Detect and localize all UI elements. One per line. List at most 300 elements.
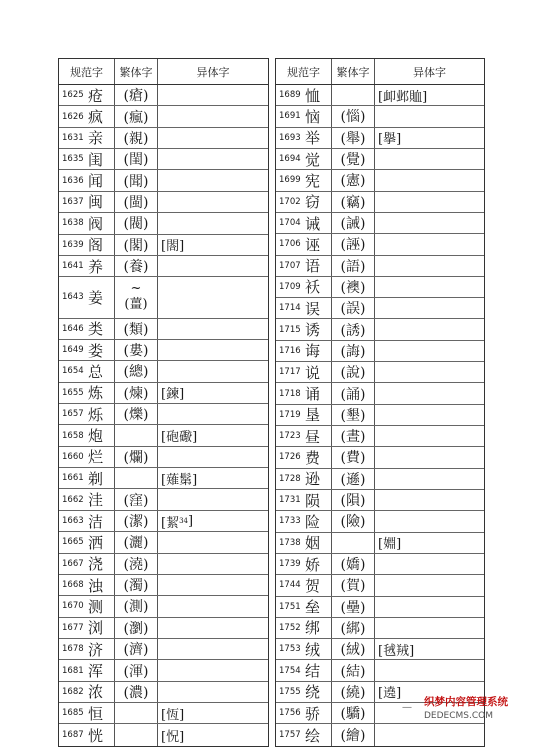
traditional-cell — [115, 618, 157, 638]
variant-cell — [157, 554, 268, 574]
variant-cell — [157, 361, 268, 381]
traditional-cell — [115, 149, 157, 169]
variant-cell — [374, 426, 484, 446]
variant-cell — [157, 639, 268, 659]
header-standard: 规范字 — [276, 59, 332, 84]
traditional-cell — [332, 447, 374, 467]
variant-characters: [薙鬀] — [161, 472, 198, 488]
table-row — [276, 298, 484, 319]
traditional-cell — [332, 213, 374, 233]
standard-character: 浓 — [88, 683, 104, 702]
standard-character: 语 — [305, 257, 321, 276]
standard-character: 烁 — [88, 405, 104, 424]
standard-cell — [276, 277, 332, 297]
standard-character: 济 — [88, 640, 104, 659]
standard-cell — [276, 128, 332, 148]
traditional-character: (惱) — [340, 109, 366, 126]
table-row — [276, 170, 484, 191]
traditional-cell — [332, 149, 374, 169]
table-row — [59, 383, 268, 404]
table-row — [59, 404, 268, 425]
entry-number: 1643 — [62, 292, 84, 303]
variant-cell — [374, 490, 484, 510]
traditional-cell — [115, 213, 157, 233]
table-row — [59, 106, 268, 127]
variant-cell — [374, 362, 484, 382]
variant-cell — [374, 575, 484, 595]
standard-cell — [276, 511, 332, 531]
table-row — [59, 361, 268, 382]
standard-cell — [59, 468, 115, 488]
table-row — [59, 425, 268, 446]
standard-cell — [59, 618, 115, 638]
entry-number: 1704 — [279, 218, 301, 229]
standard-cell — [59, 532, 115, 552]
entry-number: 1663 — [62, 516, 84, 526]
traditional-cell — [115, 256, 157, 276]
traditional-cell — [115, 235, 157, 255]
standard-cell — [276, 490, 332, 510]
traditional-character: (遜) — [340, 471, 366, 488]
standard-character: 袄 — [305, 278, 321, 297]
entry-number: 1715 — [279, 324, 301, 335]
table-row — [276, 106, 484, 127]
traditional-cell — [332, 128, 374, 148]
variant-cell — [374, 149, 484, 169]
table-row — [59, 468, 268, 489]
traditional-cell — [332, 319, 374, 339]
variant-cell — [374, 213, 484, 233]
entry-number: 1665 — [62, 537, 84, 548]
standard-character: 觉 — [305, 150, 321, 169]
standard-cell — [276, 383, 332, 403]
traditional-cell — [332, 724, 374, 745]
traditional-character: (誦) — [340, 386, 366, 403]
table-row — [59, 319, 268, 340]
standard-character: 闻 — [88, 172, 104, 191]
variant-cell — [374, 85, 484, 105]
entry-number: 1625 — [62, 90, 84, 101]
standard-character: 垒 — [305, 598, 321, 617]
entry-number: 1670 — [62, 601, 84, 612]
traditional-cell — [115, 639, 157, 659]
traditional-character: (舉) — [340, 130, 366, 147]
traditional-character: (隕) — [340, 493, 366, 510]
standard-character: 恤 — [305, 86, 321, 105]
variant-characters: [怳] — [161, 729, 185, 745]
variant-cell — [157, 447, 268, 467]
standard-cell — [276, 319, 332, 339]
standard-character: 绑 — [305, 619, 321, 638]
standard-cell — [276, 575, 332, 595]
entry-number: 1646 — [62, 323, 84, 334]
standard-character: 绕 — [305, 683, 321, 702]
variant-cell — [157, 724, 268, 745]
footer-dash: — — [402, 702, 412, 713]
traditional-cell — [332, 192, 374, 212]
entry-number: 1754 — [279, 665, 301, 676]
traditional-character: (婁) — [123, 343, 149, 360]
standard-character: 测 — [88, 597, 104, 616]
traditional-character: (閨) — [123, 152, 149, 169]
traditional-cell — [332, 405, 374, 425]
entry-number: 1718 — [279, 388, 301, 399]
header-variant: 异体字 — [157, 59, 268, 84]
entry-number: 1716 — [279, 345, 301, 356]
traditional-cell — [115, 468, 157, 488]
traditional-character: (襖) — [340, 279, 366, 296]
variant-cell — [157, 383, 268, 403]
standard-character: 浑 — [88, 662, 104, 681]
variant-cell — [157, 575, 268, 595]
entry-number: 1626 — [62, 111, 84, 122]
variant-cell — [157, 149, 268, 169]
variant-cell — [374, 106, 484, 126]
traditional-character: (墾) — [340, 407, 366, 424]
traditional-cell — [332, 618, 374, 638]
variant-characters: [卹邺賉] — [378, 89, 428, 105]
entry-number: 1714 — [279, 303, 301, 314]
left-character-table — [58, 58, 269, 747]
standard-character: 诱 — [305, 321, 321, 340]
variant-cell — [374, 128, 484, 148]
table-row — [276, 597, 484, 618]
variant-cell — [374, 319, 484, 339]
entry-number: 1681 — [62, 665, 84, 676]
traditional-character: (煉) — [123, 385, 149, 402]
entry-number: 1636 — [62, 175, 84, 186]
standard-cell — [59, 277, 115, 317]
traditional-cell — [332, 298, 374, 318]
table-row — [59, 170, 268, 191]
table-row — [59, 85, 268, 106]
variant-cell — [157, 703, 268, 723]
standard-cell — [276, 426, 332, 446]
standard-cell — [276, 405, 332, 425]
standard-character: 养 — [88, 257, 104, 276]
entry-number: 1677 — [62, 622, 84, 633]
traditional-cell — [332, 511, 374, 531]
header-standard: 规范字 — [59, 59, 115, 84]
standard-cell — [276, 256, 332, 276]
standard-cell — [276, 597, 332, 617]
variant-cell — [157, 404, 268, 424]
traditional-cell — [115, 511, 157, 531]
variant-cell — [374, 660, 484, 680]
standard-cell — [59, 106, 115, 126]
standard-character: 姻 — [305, 534, 321, 553]
entry-number: 1678 — [62, 644, 84, 655]
traditional-cell — [115, 170, 157, 190]
variant-cell — [374, 383, 484, 403]
table-row — [59, 128, 268, 149]
table-row — [276, 149, 484, 170]
standard-character: 骄 — [305, 704, 321, 723]
variant-cell — [374, 341, 484, 361]
entry-number: 1755 — [279, 686, 301, 697]
traditional-cell — [332, 383, 374, 403]
traditional-character: (閣) — [123, 237, 149, 254]
traditional-cell — [332, 85, 374, 105]
traditional-character: (濟) — [123, 642, 149, 659]
traditional-character: (灑) — [123, 535, 149, 552]
entry-number: 1723 — [279, 431, 301, 442]
traditional-cell — [332, 682, 374, 702]
table-row — [276, 660, 484, 681]
traditional-cell — [115, 703, 157, 723]
standard-character: 浊 — [88, 576, 104, 595]
standard-cell — [59, 149, 115, 169]
traditional-cell — [115, 596, 157, 616]
entry-number: 1637 — [62, 196, 84, 207]
standard-character: 闺 — [88, 150, 104, 169]
standard-cell — [59, 85, 115, 105]
table-row — [59, 703, 268, 724]
table-row — [276, 575, 484, 596]
traditional-cell — [332, 597, 374, 617]
standard-character: 洁 — [88, 512, 104, 531]
standard-cell — [59, 703, 115, 723]
table-row — [59, 554, 268, 575]
variant-cell — [157, 277, 268, 317]
traditional-cell — [332, 554, 374, 574]
traditional-character: (澆) — [123, 556, 149, 573]
variant-characters: [婣] — [378, 537, 402, 553]
variant-cell — [157, 213, 268, 233]
standard-cell — [276, 149, 332, 169]
variant-cell — [157, 256, 268, 276]
entry-number: 1685 — [62, 708, 84, 719]
entry-number: 1667 — [62, 558, 84, 569]
traditional-character: (賀) — [340, 578, 366, 595]
entry-number: 1699 — [279, 175, 301, 186]
table-row — [276, 213, 484, 234]
traditional-character: (費) — [340, 450, 366, 467]
traditional-cell — [115, 340, 157, 360]
standard-cell — [59, 511, 115, 531]
standard-character: 浇 — [88, 555, 104, 574]
table-row — [59, 192, 268, 213]
standard-cell — [276, 362, 332, 382]
variant-characters: [毧羢] — [378, 643, 415, 659]
standard-character: 浏 — [88, 619, 104, 638]
traditional-cell — [332, 277, 374, 297]
standard-cell — [276, 469, 332, 489]
entry-number: 1641 — [62, 261, 84, 272]
right-table-body — [276, 85, 484, 746]
traditional-cell — [332, 703, 374, 723]
variant-cell — [374, 234, 484, 254]
entry-number: 1756 — [279, 708, 301, 719]
entry-number: 1694 — [279, 154, 301, 165]
table-row — [276, 618, 484, 639]
page-footer — [402, 694, 536, 728]
standard-character: 疮 — [88, 86, 104, 105]
standard-character: 宪 — [305, 171, 321, 190]
entry-number: 1635 — [62, 154, 84, 165]
standard-cell — [59, 192, 115, 212]
entry-number: 1660 — [62, 451, 84, 462]
standard-cell — [276, 234, 332, 254]
entry-number: 1693 — [279, 132, 301, 143]
variant-cell — [374, 170, 484, 190]
standard-cell — [59, 575, 115, 595]
table-row — [59, 213, 268, 234]
standard-character: 绘 — [305, 726, 321, 745]
traditional-character: (瘡) — [123, 88, 149, 105]
entry-number: 1654 — [62, 366, 84, 377]
traditional-cell — [115, 404, 157, 424]
traditional-character: (覺) — [340, 152, 366, 169]
variant-cell — [374, 256, 484, 276]
table-header — [59, 59, 268, 85]
entry-number: 1753 — [279, 644, 301, 655]
standard-cell — [59, 596, 115, 616]
traditional-character: (誡) — [340, 216, 366, 233]
traditional-character: (絨) — [340, 642, 366, 659]
standard-character: 诲 — [305, 342, 321, 361]
entry-number: 1752 — [279, 622, 301, 633]
entry-number: 1655 — [62, 387, 84, 398]
table-header — [276, 59, 484, 85]
standard-character: 昼 — [305, 427, 321, 446]
right-character-table — [275, 58, 485, 747]
table-row — [276, 554, 484, 575]
standard-character: 说 — [305, 363, 321, 382]
standard-character: 险 — [305, 512, 321, 531]
traditional-cell — [332, 426, 374, 446]
traditional-character: (誨) — [340, 343, 366, 360]
traditional-character: (瀏) — [123, 620, 149, 637]
standard-cell — [276, 213, 332, 233]
standard-character: 疯 — [88, 108, 104, 127]
standard-character: 洼 — [88, 491, 104, 510]
traditional-character: (閩) — [123, 194, 149, 211]
traditional-cell — [332, 639, 374, 659]
standard-character: 举 — [305, 129, 321, 148]
standard-character: 阁 — [88, 236, 104, 255]
entry-number: 1728 — [279, 473, 301, 484]
variant-cell — [157, 511, 268, 531]
traditional-character: (潔) — [123, 514, 149, 530]
traditional-character: (竊) — [340, 194, 366, 211]
variant-cell — [157, 235, 268, 255]
entry-number: 1657 — [62, 409, 84, 420]
header-traditional: 繁体字 — [336, 65, 370, 79]
table-row — [276, 234, 484, 255]
variant-cell — [374, 277, 484, 297]
entry-number: 1731 — [279, 495, 301, 506]
header-traditional: 繁体字 — [119, 65, 153, 79]
traditional-cell — [332, 170, 374, 190]
table-row — [276, 639, 484, 660]
variant-characters: [擧] — [378, 132, 402, 148]
variant-cell — [157, 660, 268, 680]
standard-character: 炮 — [88, 427, 104, 446]
variant-characters: [砲礮] — [161, 430, 198, 446]
variant-characters: [遶] — [378, 686, 402, 702]
traditional-character: (親) — [123, 130, 149, 147]
table-row — [59, 596, 268, 617]
traditional-cell — [332, 533, 374, 553]
traditional-cell — [115, 554, 157, 574]
table-row — [276, 490, 484, 511]
variant-characters: [恆] — [161, 707, 185, 723]
traditional-character: (綁) — [340, 620, 366, 637]
traditional-character: (濁) — [123, 578, 149, 595]
traditional-character-alt: (薑) — [124, 297, 148, 313]
entry-number: 1709 — [279, 281, 301, 292]
table-row — [59, 256, 268, 277]
table-row — [59, 277, 268, 318]
table-row — [276, 85, 484, 106]
table-row — [59, 618, 268, 639]
standard-cell — [59, 213, 115, 233]
entry-number: 1719 — [279, 409, 301, 420]
standard-character: 贺 — [305, 576, 321, 595]
variant-cell — [157, 596, 268, 616]
variant-cell — [157, 340, 268, 360]
entry-number: 1691 — [279, 111, 301, 122]
standard-character: 逊 — [305, 470, 321, 489]
traditional-character: (濃) — [123, 684, 149, 701]
standard-cell — [59, 170, 115, 190]
traditional-character: (爍) — [123, 407, 149, 424]
traditional-cell — [115, 383, 157, 403]
standard-character: 总 — [88, 363, 104, 381]
standard-character: 绒 — [305, 640, 321, 659]
table-row — [276, 277, 484, 298]
traditional-cell — [115, 489, 157, 509]
entry-number: 1658 — [62, 430, 84, 441]
table-row — [276, 511, 484, 532]
standard-cell — [59, 554, 115, 574]
standard-cell — [276, 703, 332, 723]
traditional-cell — [332, 469, 374, 489]
variant-cell — [374, 298, 484, 318]
variant-characters: [鍊] — [161, 387, 185, 403]
standard-character: 剃 — [88, 469, 104, 488]
standard-character: 恍 — [88, 726, 104, 745]
traditional-character: ~ — [130, 281, 142, 297]
standard-cell — [276, 533, 332, 553]
variant-cell — [157, 425, 268, 445]
standard-character: 陨 — [305, 491, 321, 510]
entry-number: 1661 — [62, 473, 84, 484]
standard-cell — [276, 660, 332, 680]
entry-number: 1717 — [279, 367, 301, 378]
traditional-cell — [115, 532, 157, 552]
variant-cell — [157, 532, 268, 552]
standard-character: 诫 — [305, 214, 321, 233]
standard-cell — [276, 341, 332, 361]
entry-number: 1649 — [62, 345, 84, 356]
variant-cell — [374, 405, 484, 425]
header-variant: 异体字 — [374, 59, 484, 84]
entry-number: 1739 — [279, 559, 301, 570]
table-row — [59, 511, 268, 532]
variant-cell — [374, 192, 484, 212]
entry-number: 1687 — [62, 730, 84, 741]
traditional-cell — [332, 362, 374, 382]
traditional-character: (繪) — [340, 728, 366, 745]
table-row — [276, 256, 484, 277]
table-row — [276, 383, 484, 404]
traditional-cell — [332, 256, 374, 276]
traditional-cell — [332, 490, 374, 510]
standard-character: 费 — [305, 448, 321, 467]
traditional-cell — [332, 660, 374, 680]
